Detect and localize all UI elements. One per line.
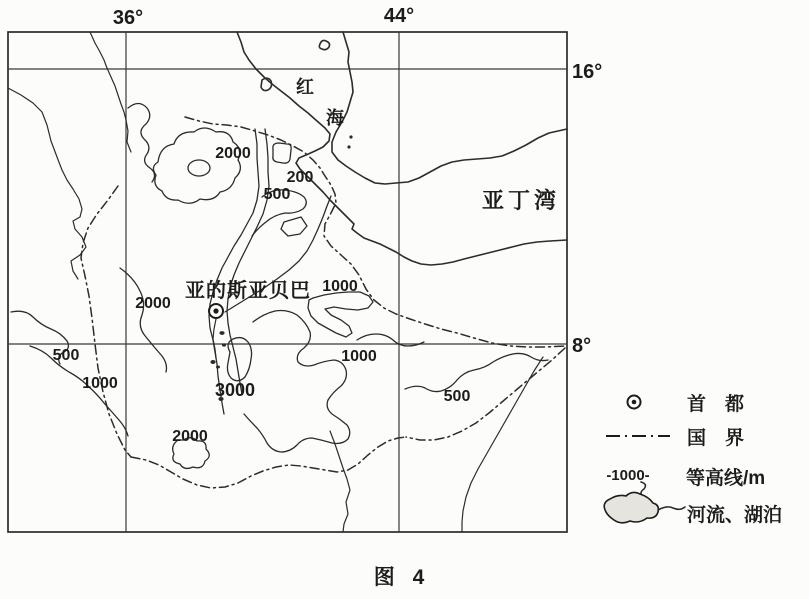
contour-label: 500 xyxy=(443,388,471,405)
legend-item-capital xyxy=(628,392,745,415)
figure-caption: 图 4 xyxy=(373,566,431,589)
contour-mesa xyxy=(281,217,307,236)
island-red-sea xyxy=(319,40,329,49)
sea-label-red-sea-char1: 红 xyxy=(296,77,316,97)
legend-lake-symbol xyxy=(604,492,658,522)
border-southeast xyxy=(406,348,565,440)
coastline-arabia xyxy=(332,32,567,184)
contour-northwest xyxy=(128,104,155,183)
legend-item-water xyxy=(604,492,782,526)
rift-lake xyxy=(219,331,224,335)
lon-label-44: 44° xyxy=(383,5,415,27)
contour-inner-ring xyxy=(188,160,210,176)
rift-lake xyxy=(222,343,226,346)
contour-label: 1000 xyxy=(322,278,358,295)
legend-item-border xyxy=(606,427,744,449)
sea-label-gulf-of-aden: 亚丁湾 xyxy=(481,188,561,213)
contour-label: 2000 xyxy=(172,428,208,445)
contour-label: 2000 xyxy=(215,145,251,162)
river-south xyxy=(330,431,350,532)
islet-dot xyxy=(349,135,352,138)
legend xyxy=(604,392,782,526)
legend-capital-label: 首 都 xyxy=(687,394,745,415)
contour-label: 500 xyxy=(52,347,80,364)
river-northwest xyxy=(8,88,86,279)
legend-capital-symbol-dot xyxy=(632,400,637,405)
coastal-lagoon xyxy=(261,78,272,90)
legend-contour-label: 等高线/m xyxy=(686,468,766,489)
capital-marker xyxy=(209,304,223,318)
islet-dot xyxy=(347,145,350,148)
contour-label: 2000 xyxy=(135,295,171,312)
lat-label-16: 16° xyxy=(572,61,603,83)
legend-river-symbol xyxy=(658,507,685,510)
river-southeast xyxy=(462,357,543,532)
map-labels xyxy=(53,77,560,445)
rift-escarpment-west xyxy=(209,129,259,414)
contour-label: 1000 xyxy=(82,375,118,392)
lon-label-36: 36° xyxy=(112,7,144,29)
contour-200-depression-ring xyxy=(273,143,291,163)
border-west xyxy=(81,186,131,457)
contour-label: 3000 xyxy=(214,380,256,400)
sea-label-red-sea-char2: 海 xyxy=(326,108,346,128)
river-north xyxy=(90,32,131,152)
rift-lake xyxy=(216,366,220,369)
contour-2000-north-ring xyxy=(153,128,240,203)
contour-1000-southeast-tongue xyxy=(308,292,373,337)
graticule-labels xyxy=(113,5,602,357)
contour-label: 1000 xyxy=(341,348,377,365)
legend-water-label: 河流、湖泊 xyxy=(687,505,783,526)
capital-inner-dot xyxy=(213,308,218,313)
rift-lake xyxy=(210,360,215,364)
contour-label: 200 xyxy=(286,169,314,186)
contour-label: 500 xyxy=(263,186,291,203)
lat-label-8: 8° xyxy=(572,335,592,357)
rift-escarpment-east xyxy=(227,129,269,394)
legend-contour-symbol-text: -1000- xyxy=(606,467,650,484)
capital-name-label: 亚的斯亚贝巴 xyxy=(185,280,311,302)
legend-border-label: 国 界 xyxy=(687,428,745,449)
contour-500-southeast xyxy=(405,353,548,391)
coastlines xyxy=(237,32,567,265)
contour-2000-west-slope xyxy=(120,268,167,372)
